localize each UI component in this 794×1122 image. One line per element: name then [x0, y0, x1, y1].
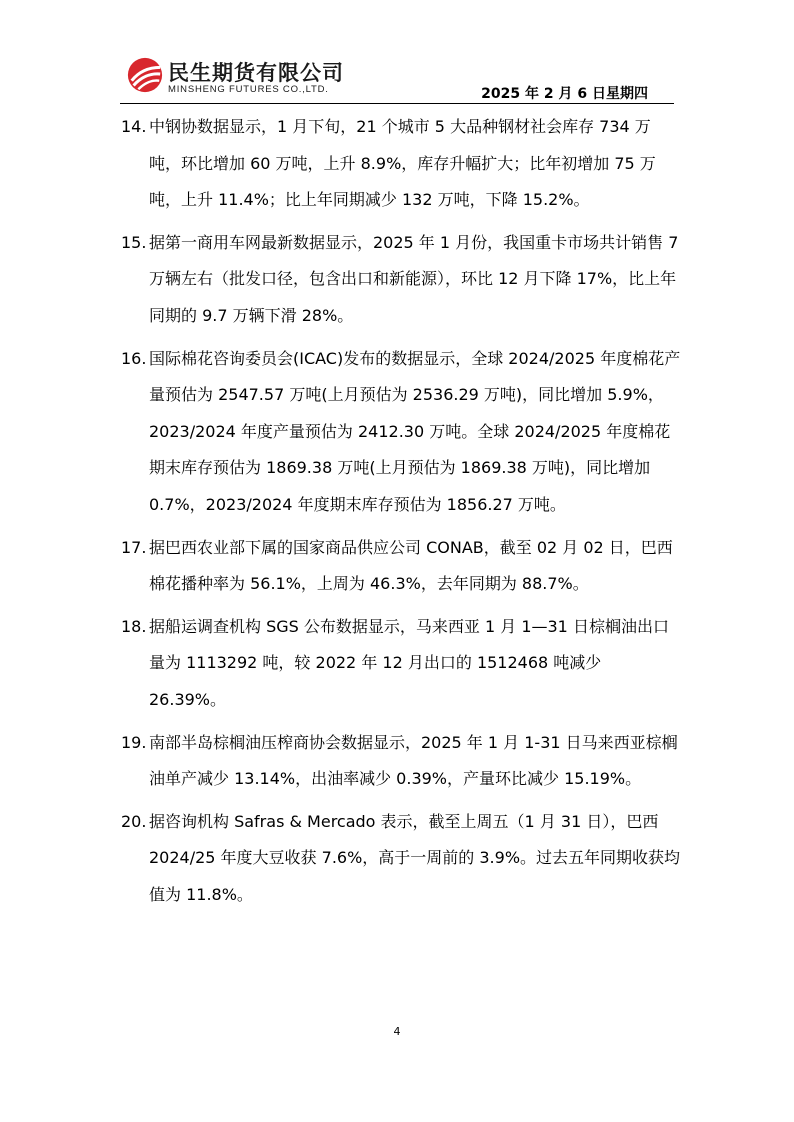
- list-item: [121, 341, 681, 524]
- company-name-cn: 民生期货有限公司: [168, 61, 344, 85]
- item-text: 南部半岛棕榈油压榨商协会数据显示，2025 年 1 月 1-31 日马来西亚棕榈油单产减少 13.14%，出油率减少 0.39%，产量环比减少 15.19%。: [149, 732, 678, 789]
- item-text: 据第一商用车网最新数据显示，2025 年 1 月份，我国重卡市场共计销售 7 万辆左右（批发口径，包含出口和新能源），环比 12 月下降 17%，比上年同期的 9.7 万辆下滑 28%。: [149, 232, 679, 325]
- company-logo-icon: [126, 56, 164, 94]
- item-text: 据巴西农业部下属的国家商品供应公司 CONAB，截至 02 月 02 日，巴西棉花播种率为 56.1%，上周为 46.3%，去年同期为 88.7%。: [149, 537, 673, 594]
- item-text: 中钢协数据显示，1 月下旬，21 个城市 5 大品种钢材社会库存 734 万吨，环比增加 60 万吨，上升 8.9%，库存升幅扩大；比年初增加 75 万吨，上升 11.4%；比上年同期减少 132 万吨，下降 15.2%。: [149, 117, 656, 210]
- list-item: [121, 804, 681, 914]
- page-number: 4: [393, 1025, 401, 1038]
- item-number: 17.: [121, 537, 147, 557]
- page-header: [120, 52, 674, 104]
- item-number: 19.: [121, 732, 147, 752]
- list-item: [121, 109, 681, 219]
- report-date: 2025 年 2 月 6 日星期四: [481, 86, 648, 102]
- item-number: 20.: [121, 811, 147, 831]
- list-item: [121, 225, 681, 335]
- list-item: [121, 609, 681, 719]
- header-divider: [120, 103, 674, 104]
- list-item: [121, 530, 681, 603]
- item-text: 据船运调查机构 SGS 公布数据显示，马来西亚 1 月 1—31 日棕榈油出口量为 1113292 吨，较 2022 年 12 月出口的 1512468 吨减少 26.39%。: [149, 616, 669, 709]
- item-number: 15.: [121, 232, 147, 252]
- list-item: [121, 725, 681, 798]
- item-number: 18.: [121, 616, 147, 636]
- news-list: [121, 109, 681, 919]
- item-text: 国际棉花咨询委员会(ICAC)发布的数据显示，全球 2024/2025 年度棉花产量预估为 2547.57 万吨(上月预估为 2536.29 万吨)，同比增加 5.9%，2023/2024 年度产量预估为 2412.30 万吨。全球 2024/2025 年度棉花期末库存预估为 1869.38 万吨(上月预估为 1869.38 万吨)，同比增加 0.7%，2023/2024 年度期末库存预估为 1856.27 万吨。: [149, 348, 681, 514]
- item-text: 据咨询机构 Safras & Mercado 表示，截至上周五（1 月 31 日），巴西 2024/25 年度大豆收获 7.6%，高于一周前的 3.9%。过去五年同期收获均值为 11.8%。: [149, 811, 681, 904]
- company-name-en: MINSHENG FUTURES CO.,LTD.: [168, 84, 329, 95]
- item-number: 16.: [121, 348, 147, 368]
- item-number: 14.: [121, 117, 147, 136]
